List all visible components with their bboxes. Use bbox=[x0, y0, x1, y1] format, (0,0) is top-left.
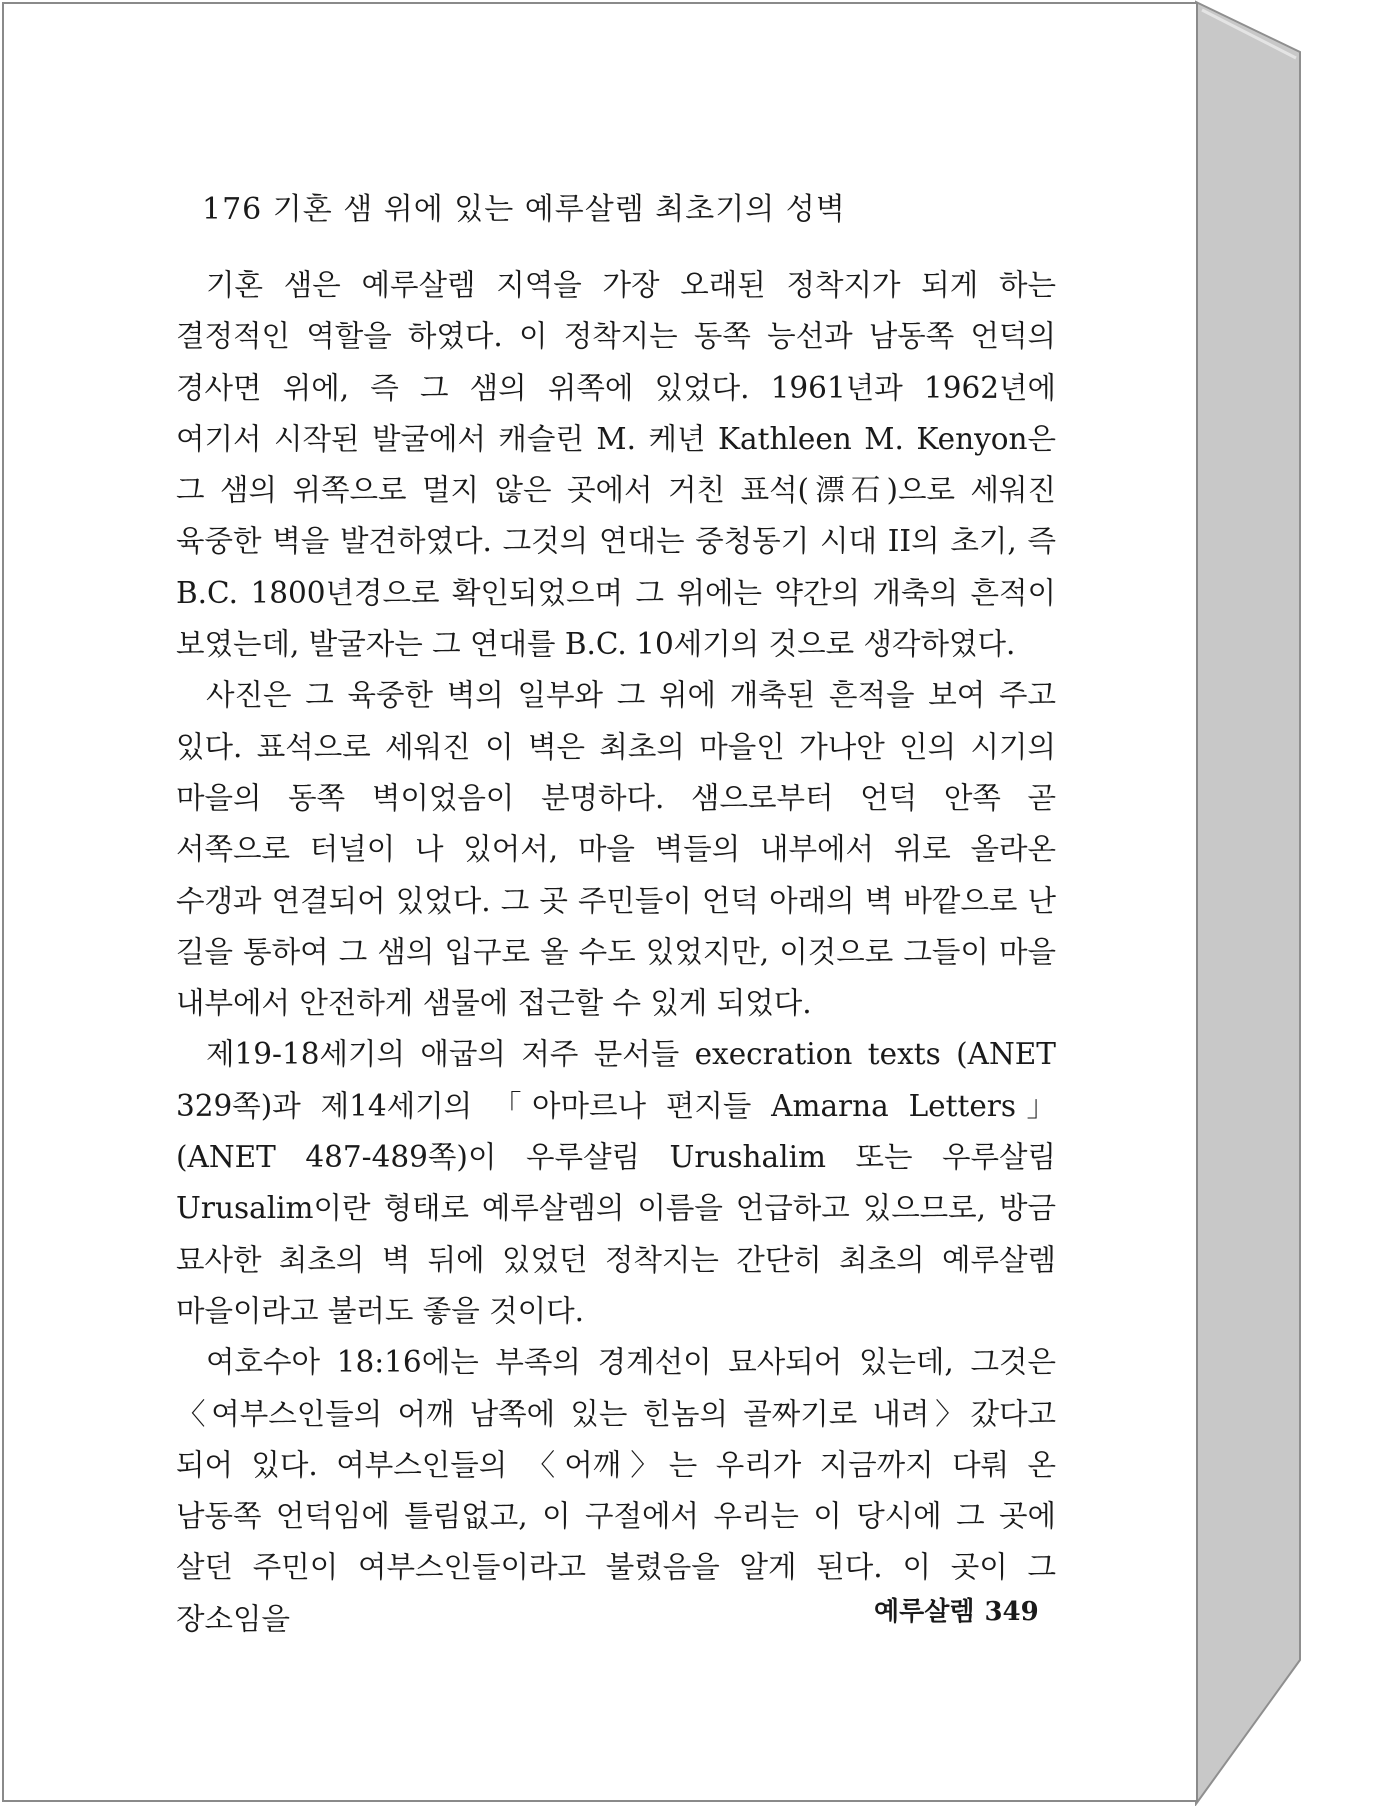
running-title: 176 기혼 샘 위에 있는 예루살렘 최초기의 성벽 bbox=[202, 192, 846, 227]
document-page bbox=[2, 2, 1198, 1802]
paragraph: 여호수아 18:16에는 부족의 경계선이 묘사되어 있는데, 그것은 〈여부스인들의 어깨 남쪽에 있는 힌놈의 골짜기로 내려〉갔다고 되어 있다. 여부스인들의 〈어깨〉는 우리가 지금까지 다뤄 온 남동쪽 언덕임에 틀림없고, 이 구절에서 우리는 이 당시에 그 곳에 살던 주민이 여부스인들이라고 불렸음을 알게 된다. 이 곳이 그 장소임을 bbox=[176, 1345, 1056, 1636]
footer-section-title: 예루살렘 bbox=[874, 1597, 975, 1627]
page-number: 349 bbox=[984, 1597, 1039, 1627]
paragraph: 사진은 그 육중한 벽의 일부와 그 위에 개축된 흔적을 보여 주고 있다. 표석으로 세워진 이 벽은 최초의 마을인 가나안 인의 시기의 마을의 동쪽 벽이었음이 분명하다. 샘으로부터 언덕 안쪽 곧 서쪽으로 터널이 나 있어서, 마을 벽들의 내부에서 위로 올라온 수갱과 연결되어 있었다. 그 곳 주민들이 언덕 아래의 벽 바깥으로 난 길을 통하여 그 샘의 입구로 올 수도 있었지만, 이것으로 그들이 마을 내부에서 안전하게 샘물에 접근할 수 있게 되었다. bbox=[176, 678, 1056, 1021]
body-text bbox=[176, 260, 1056, 1645]
paragraph: 기혼 샘은 예루살렘 지역을 가장 오래된 정착지가 되게 하는 결정적인 역할을 하였다. 이 정착지는 동쪽 능선과 남동쪽 언덕의 경사면 위에, 즉 그 샘의 위쪽에 있었다. 1961년과 1962년에 여기서 시작된 발굴에서 캐슬린 M. 케년 Kathleen M. Kenyon은 그 샘의 위쪽으로 멀지 않은 곳에서 거친 표석(漂石)으로 세워진 육중한 벽을 발견하였다. 그것의 연대는 중청동기 시대 II의 초기, 즉 B.C. 1800년경으로 확인되었으며 그 위에는 약간의 개축의 흔적이 보였는데, 발굴자는 그 연대를 B.C. 10세기의 것으로 생각하였다. bbox=[176, 268, 1056, 662]
page-footer bbox=[874, 1594, 1054, 1630]
paragraph: 제19-18세기의 애굽의 저주 문서들 execration texts (ANET 329쪽)과 제14세기의 「아마르나 편지들 Amarna Letters」(ANET 487-489쪽)이 우루샬림 Urushalim 또는 우루살림 Urusalim이란 형태로 예루살렘의 이름을 언급하고 있으므로, 방금 묘사한 최초의 벽 뒤에 있었던 정착지는 간단히 최초의 예루살렘 마을이라고 불러도 좋을 것이다. bbox=[176, 1037, 1056, 1328]
